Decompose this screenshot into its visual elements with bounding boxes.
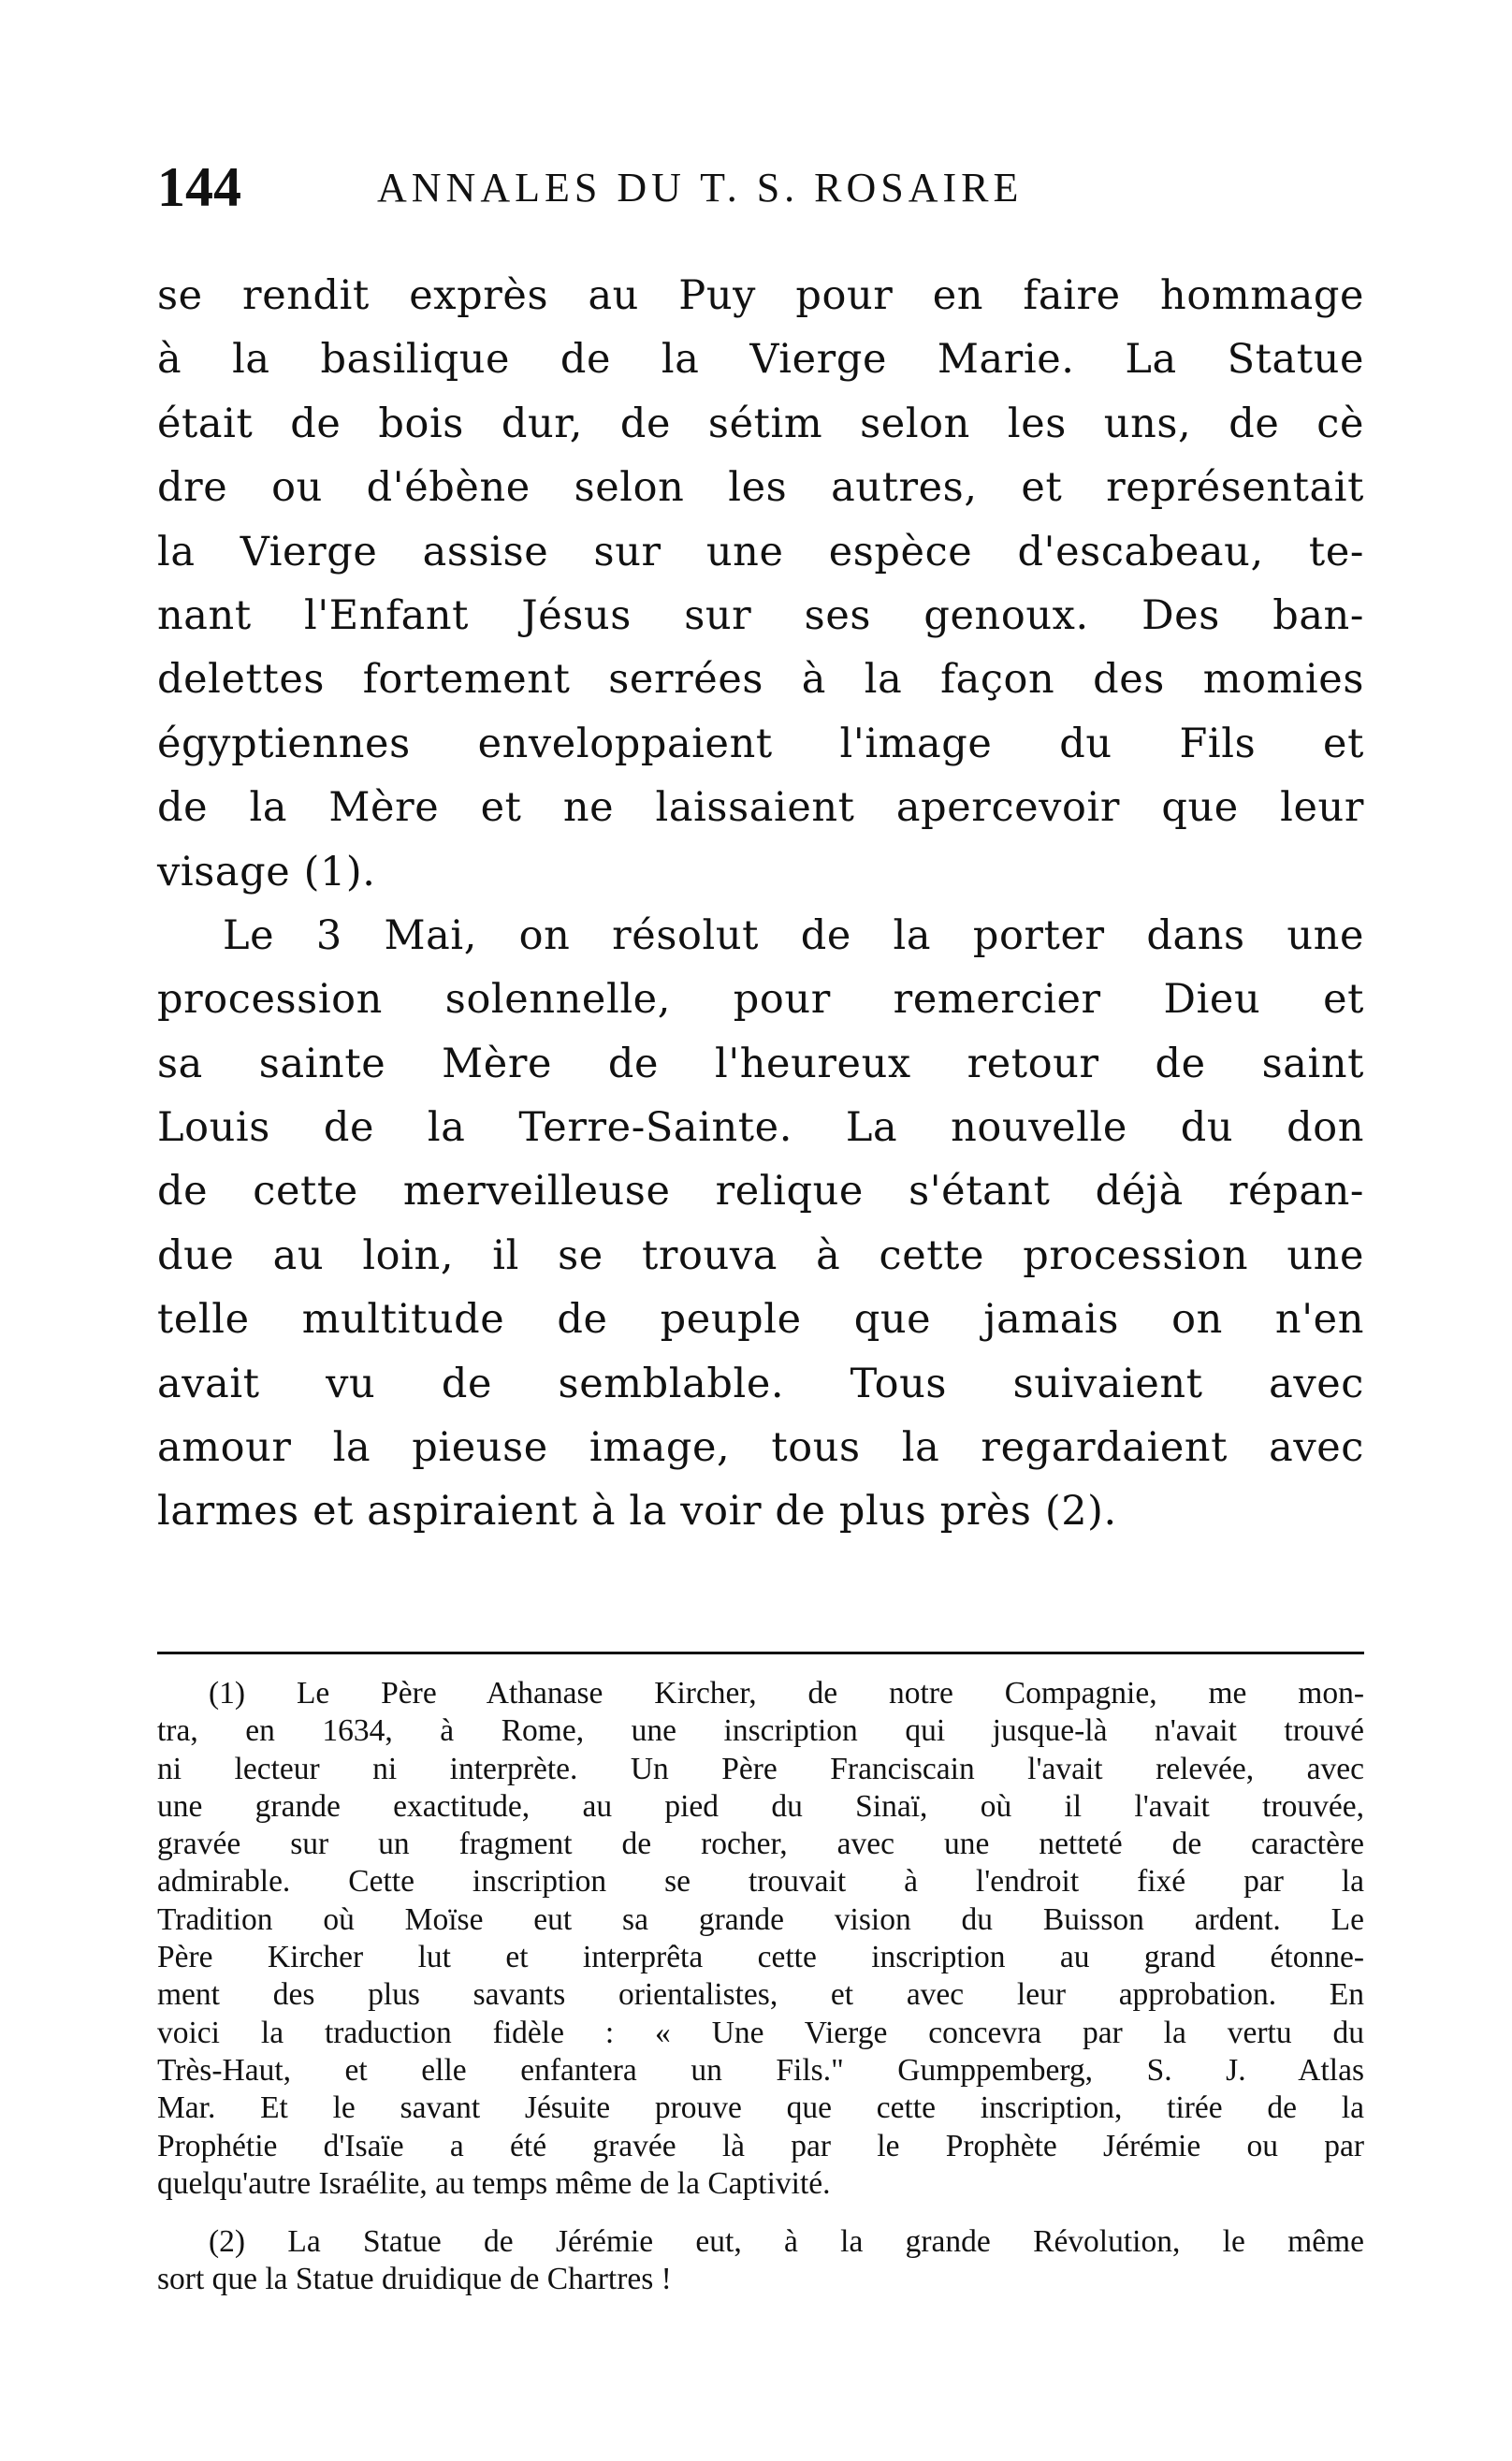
page-header [157,154,1065,220]
text-line: nant l'Enfant Jésus sur ses genoux. Des ban- [157,591,1364,639]
text-line: Le 3 Mai, on résolut de la porter dans une [223,911,1364,959]
footnote-line: sort que la Statue druidique de Chartres ! [157,2262,672,2297]
text-line: sa sainte Mère de l'heureux retour de saint [157,1040,1364,1087]
text-line: delettes fortement serrées à la façon des momies [157,656,1364,704]
footnote-line: gravée sur un fragment de rocher, avec une netteté de caractère [157,1827,1364,1862]
footnote-line: ni lecteur ni interprète. Un Père Franciscain l'avait relevée, avec [157,1751,1364,1786]
text-line: visage (1). [157,848,376,896]
footnote-line: (1) Le Père Athanase Kircher, de notre Compagnie, me mon- [209,1676,1364,1711]
footnote-line: ment des plus savants orientalistes, et avec leur approbation. En [157,1977,1364,2013]
footnote-divider [157,1652,1364,1654]
footnote-line: Tradition où Moïse eut sa grande vision du Buisson ardent. Le [157,1901,1364,1937]
footnote-2 [157,2223,1364,2299]
text-line: larmes et aspiraient à la voir de plus près (2). [157,1488,1117,1536]
footnote-line: Prophétie d'Isaïe a été gravée là par le Prophète Jérémie ou par [157,2128,1364,2163]
footnote-line: voici la traduction fidèle : « Une Vierge concevra par la vertu du [157,2015,1364,2050]
footnote-line: une grande exactitude, au pied du Sinaï, où il l'avait trouvée, [157,1788,1364,1824]
footnote-line: tra, en 1634, à Rome, une inscription qui jusque-là n'avait trouvé [157,1713,1364,1749]
text-line: due au loin, il se trouva à cette procession une [157,1231,1364,1279]
text-line: de cette merveilleuse relique s'étant déjà répan- [157,1168,1364,1216]
text-line: telle multitude de peuple que jamais on n'en [157,1296,1364,1344]
footnote-line: Très-Haut, et elle enfantera un Fils." Gumppemberg, S. J. Atlas [157,2052,1364,2088]
text-line: procession solennelle, pour remercier Dieu et [157,976,1364,1024]
text-line: la Vierge assise sur une espèce d'escabeau, te- [157,528,1364,575]
running-head: ANNALES DU T. S. ROSAIRE [377,165,1024,211]
footnote-line: (2) La Statue de Jérémie eut, à la grande Révolution, le même [209,2224,1364,2260]
text-line: amour la pieuse image, tous la regardaient avec [157,1424,1364,1472]
text-line: était de bois dur, de sétim selon les uns, de cè [157,400,1364,447]
main-text [157,264,1364,1544]
text-line: à la basilique de la Vierge Marie. La Statue [157,336,1364,384]
text-line: dre ou d'ébène selon les autres, et représentait [157,464,1364,512]
footnotes [157,1675,1364,2299]
text-line: de la Mère et ne laissaient apercevoir que leur [157,784,1364,832]
footnote-line: quelqu'autre Israélite, au temps même de la Captivité. [157,2165,831,2201]
text-line: avait vu de semblable. Tous suivaient avec [157,1360,1364,1407]
page-number: 144 [157,156,241,218]
text-line: se rendit exprès au Puy pour en faire hommage [157,272,1364,319]
footnote-line: Mar. Et le savant Jésuite prouve que cette inscription, tirée de la [157,2090,1364,2126]
footnote-line: Père Kircher lut et interprêta cette inscription au grand étonne- [157,1940,1364,1975]
text-line: égyptiennes enveloppaient l'image du Fils et [157,720,1364,767]
footnote-1 [157,1675,1364,2203]
text-line: Louis de la Terre-Sainte. La nouvelle du don [157,1104,1364,1152]
footnote-line: admirable. Cette inscription se trouvait à l'endroit fixé par la [157,1864,1364,1900]
footnote-spacer [157,2203,1364,2223]
